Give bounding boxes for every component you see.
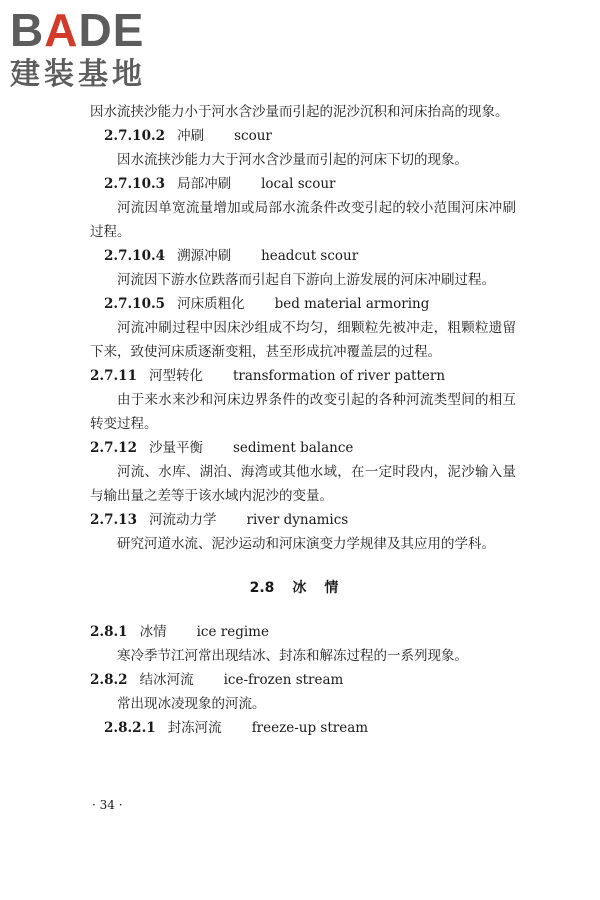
term-english: sediment balance [232, 440, 354, 456]
definition-paragraph: 研究河道水流、泥沙运动和河床演变力学规律及其应用的学科。 [117, 536, 495, 552]
section-title: 冰情 [292, 580, 357, 596]
definition-paragraph: 因水流挟沙能力小于河水含沙量而引起的泥沙沉积和河床抬高的现象。 [90, 104, 509, 120]
term-chinese: 河床质粗化 [177, 296, 245, 312]
definition-paragraph: 河流因单宽流量增加或局部水流条件改变引起的较小范围河床冲刷过程。 [90, 200, 516, 240]
term-number: 2.7.10.2 [104, 128, 166, 144]
term-chinese: 冲刷 [177, 128, 205, 144]
term-entry [90, 716, 516, 740]
term-chinese: 局部冲刷 [177, 176, 232, 192]
logo-chinese-name: 建装基地 [10, 57, 146, 92]
term-chinese: 河流动力学 [148, 512, 217, 528]
term-english: ice regime [196, 624, 269, 640]
term-english: ice-frozen stream [223, 672, 344, 688]
definition-paragraph: 河流、水库、湖泊、海湾或其他水域，在一定时段内，泥沙输入量与输出量之差等于该水域内泥沙的变量。 [90, 464, 516, 504]
brand-logo [10, 6, 178, 96]
definition-paragraph: 因水流挟沙能力大于河水含沙量而引起的河床下切的现象。 [117, 152, 468, 168]
term-chinese: 结冰河流 [139, 672, 194, 688]
term-number: 2.8.2.1 [104, 720, 156, 736]
definition-paragraph: 河流冲刷过程中因床沙组成不均匀，细颗粒先被冲走，粗颗粒遗留下来，致使河床质逐渐变粗，甚至形成抗冲覆盖层的过程。 [90, 320, 516, 360]
term-chinese: 冰情 [139, 624, 167, 640]
term-entry [90, 436, 516, 460]
term-entry [90, 172, 516, 196]
term-entry [90, 292, 516, 316]
term-english: local scour [261, 176, 336, 192]
term-number: 2.7.12 [90, 440, 137, 456]
section-heading [90, 576, 516, 600]
term-entry [90, 508, 516, 532]
definition-paragraph: 由于来水来沙和河床边界条件的改变引起的各种河流类型间的相互转变过程。 [90, 392, 516, 432]
term-english: river dynamics [246, 512, 349, 528]
term-english: headcut scour [261, 248, 359, 264]
term-number: 2.7.11 [90, 368, 137, 384]
term-chinese: 溯源冲刷 [177, 248, 232, 264]
term-chinese: 河型转化 [148, 368, 203, 384]
term-number: 2.7.13 [90, 512, 137, 528]
term-english: freeze-up stream [251, 720, 369, 736]
term-entry [90, 124, 516, 148]
term-entry [90, 364, 516, 388]
term-number: 2.7.10.4 [104, 248, 166, 264]
term-english: bed material armoring [274, 296, 430, 312]
definition-paragraph: 常出现冰凌现象的河流。 [117, 696, 266, 712]
document-body [90, 100, 516, 740]
term-number: 2.7.10.5 [104, 296, 166, 312]
page-number: · 34 · [92, 798, 123, 812]
term-chinese: 封冻河流 [167, 720, 222, 736]
definition-paragraph: 河流因下游水位跌落而引起自下游向上游发展的河床冲刷过程。 [117, 272, 495, 288]
term-number: 2.7.10.3 [104, 176, 166, 192]
term-entry [90, 620, 516, 644]
definition-paragraph: 寒冷季节江河常出现结冰、封冻和解冻过程的一系列现象。 [117, 648, 468, 664]
term-english: transformation of river pattern [232, 368, 446, 384]
logo-wordmark: BADE [10, 4, 145, 56]
term-entry [90, 668, 516, 692]
term-entry [90, 244, 516, 268]
term-english: scour [234, 128, 272, 144]
term-chinese: 沙量平衡 [148, 440, 203, 456]
term-number: 2.8.2 [90, 672, 128, 688]
section-number: 2.8 [249, 580, 275, 596]
term-number: 2.8.1 [90, 624, 128, 640]
